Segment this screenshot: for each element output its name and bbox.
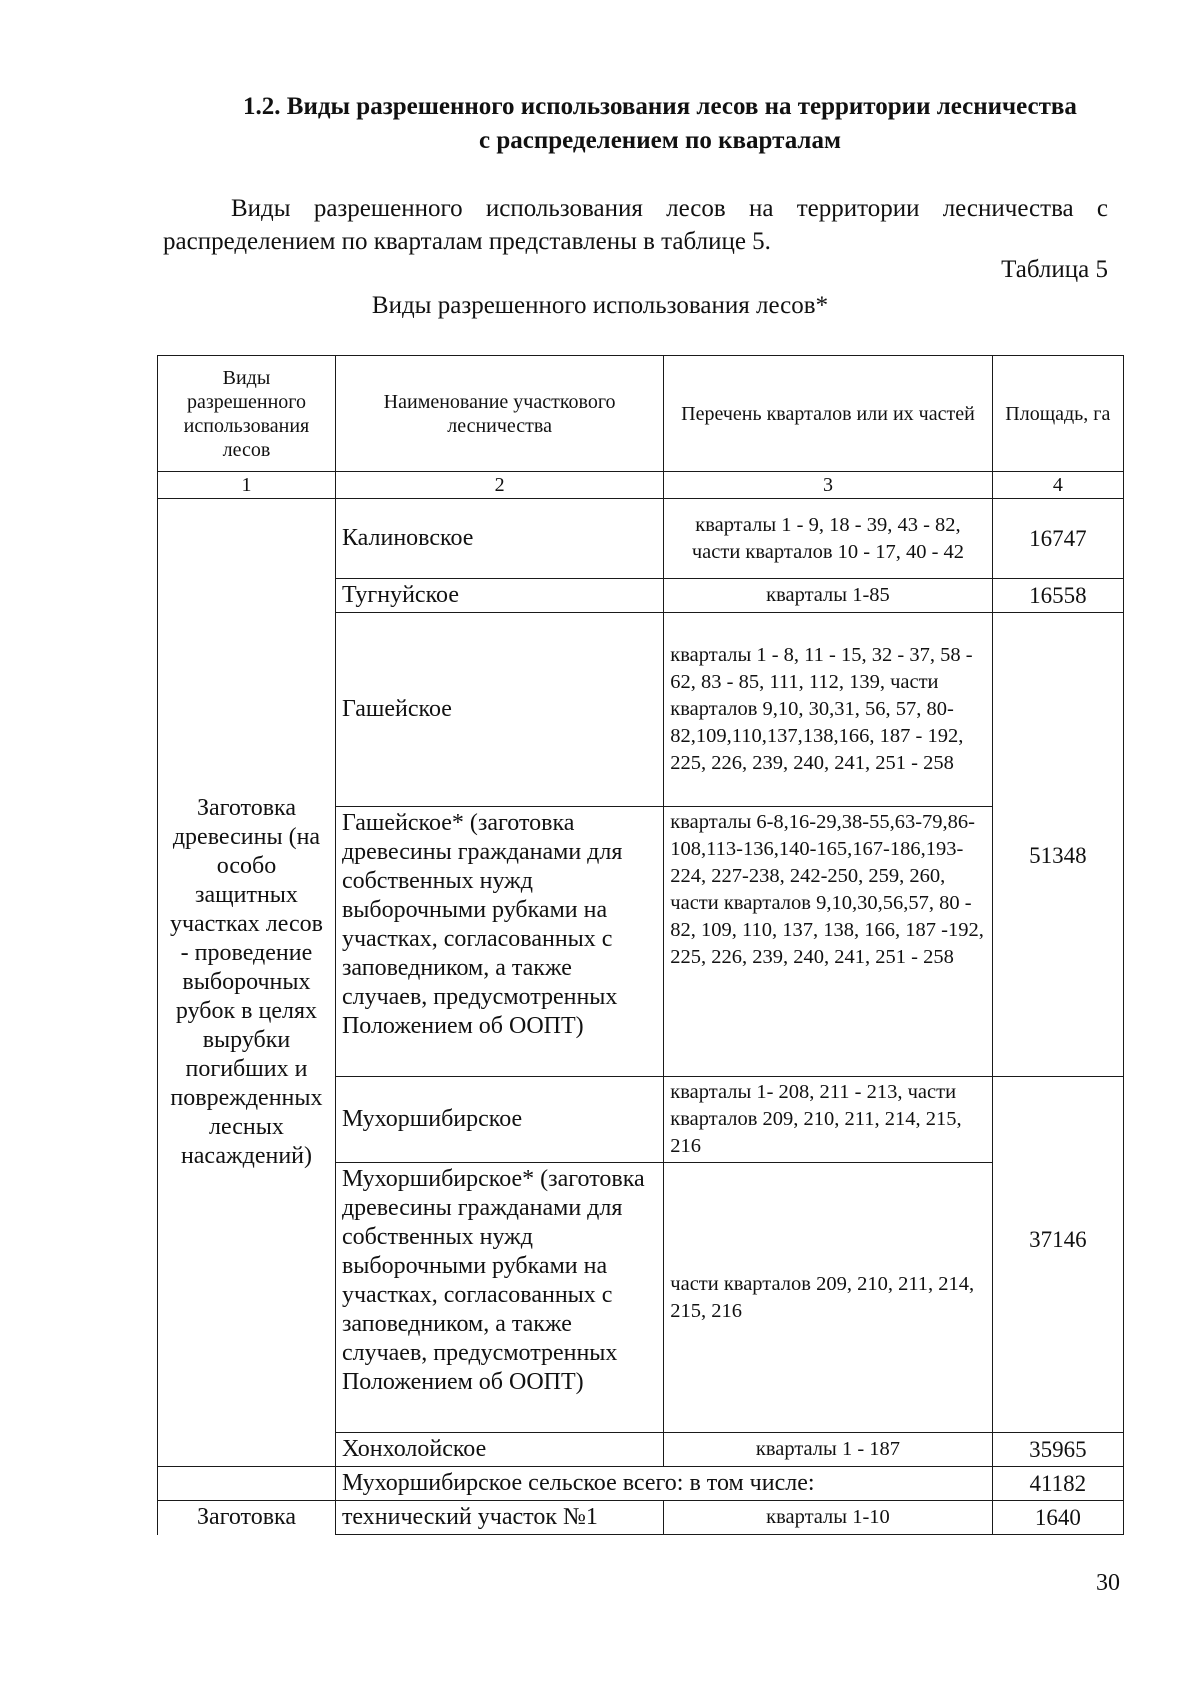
table-label: Таблица 5: [1001, 256, 1108, 283]
header-quarters: Перечень кварталов или их частей: [664, 356, 992, 472]
col-number: 3: [664, 472, 992, 499]
use-type-cell: Заготовка: [158, 1501, 336, 1535]
col-number: 4: [992, 472, 1123, 499]
district-name-cell: Гашейское: [335, 613, 663, 807]
district-name-cell: Хонхолойское: [335, 1433, 663, 1467]
quarters-cell: кварталы 1 - 9, 18 - 39, 43 - 82, части кварталов 10 - 17, 40 - 42: [664, 499, 992, 579]
quarters-cell: кварталы 6-8,16-29,38-55,63-79,86-108,113-136,140-165,167-186,193-224, 227-238, 242-250, 259, 260, части кварталов 9,10,30,56,57, 80 - 82, 109, 110, 137, 138, 166, 187 -192, 225, 226, 239, 240, 241, 251 - 258: [664, 807, 992, 1077]
quarters-cell: кварталы 1-85: [664, 579, 992, 613]
forest-use-table: [157, 355, 1124, 1535]
header-area: Площадь, га: [992, 356, 1123, 472]
section-title: 1.2. Виды разрешенного использования лесов на территории лесничества с распределением по кварталам: [243, 93, 1077, 154]
area-cell: 37146: [992, 1077, 1123, 1433]
column-number-row: [158, 472, 1124, 499]
total-label-cell: Мухоршибирское сельское всего: в том числе:: [335, 1467, 992, 1501]
district-name-cell: Тугнуйское: [335, 579, 663, 613]
area-cell: 35965: [992, 1433, 1123, 1467]
col-number: 1: [158, 472, 336, 499]
district-name-cell: Мухоршибирское* (заготовка древесины гражданами для собственных нужд выборочными рубками на участках, согласованных с заповедником, а также случаев, предусмотренных Положением об ООПТ): [335, 1163, 663, 1433]
quarters-cell: кварталы 1- 208, 211 - 213, части кварталов 209, 210, 211, 214, 215, 216: [664, 1077, 992, 1163]
quarters-cell: части кварталов 209, 210, 211, 214, 215, 216: [664, 1163, 992, 1433]
table-row: [158, 1501, 1124, 1535]
header-use-type: Виды разрешенного использования лесов: [158, 356, 336, 472]
intro-paragraph: Виды разрешенного использования лесов на территории лесничества с распределением по кварталам представлены в таблице 5.: [163, 195, 1108, 255]
header-district-name: Наименование участкового лесничества: [335, 356, 663, 472]
area-cell: 16747: [992, 499, 1123, 579]
district-name-cell: технический участок №1: [335, 1501, 663, 1535]
district-name-cell: Калиновское: [335, 499, 663, 579]
quarters-cell: кварталы 1-10: [664, 1501, 992, 1535]
table-caption: Виды разрешенного использования лесов*: [371, 292, 829, 319]
empty-cell: [158, 1467, 336, 1501]
table-header-row: [158, 356, 1124, 472]
area-cell: 1640: [992, 1501, 1123, 1535]
quarters-cell: кварталы 1 - 8, 11 - 15, 32 - 37, 58 - 62, 83 - 85, 111, 112, 139, части кварталов 9,10, 30,31, 56, 57, 80-82,109,110,137,138,166, 187 - 192, 225, 226, 239, 240, 241, 251 - 258: [664, 613, 992, 807]
use-type-cell: Заготовка древесины (на особо защитных участках лесов - проведение выборочных рубок в целях вырубки погибших и поврежденных лесных насаждений): [158, 499, 336, 1467]
total-row: [158, 1467, 1124, 1501]
area-cell: 51348: [992, 613, 1123, 1077]
district-name-cell: Гашейское* (заготовка древесины гражданами для собственных нужд выборочными рубками на участках, согласованных с заповедником, а также случаев, предусмотренных Положением об ООПТ): [335, 807, 663, 1077]
district-name-cell: Мухоршибирское: [335, 1077, 663, 1163]
col-number: 2: [335, 472, 663, 499]
area-cell: 16558: [992, 579, 1123, 613]
quarters-cell: кварталы 1 - 187: [664, 1433, 992, 1467]
table-row: [158, 499, 1124, 579]
total-area-cell: 41182: [992, 1467, 1123, 1501]
page-number: 30: [1096, 1570, 1120, 1596]
